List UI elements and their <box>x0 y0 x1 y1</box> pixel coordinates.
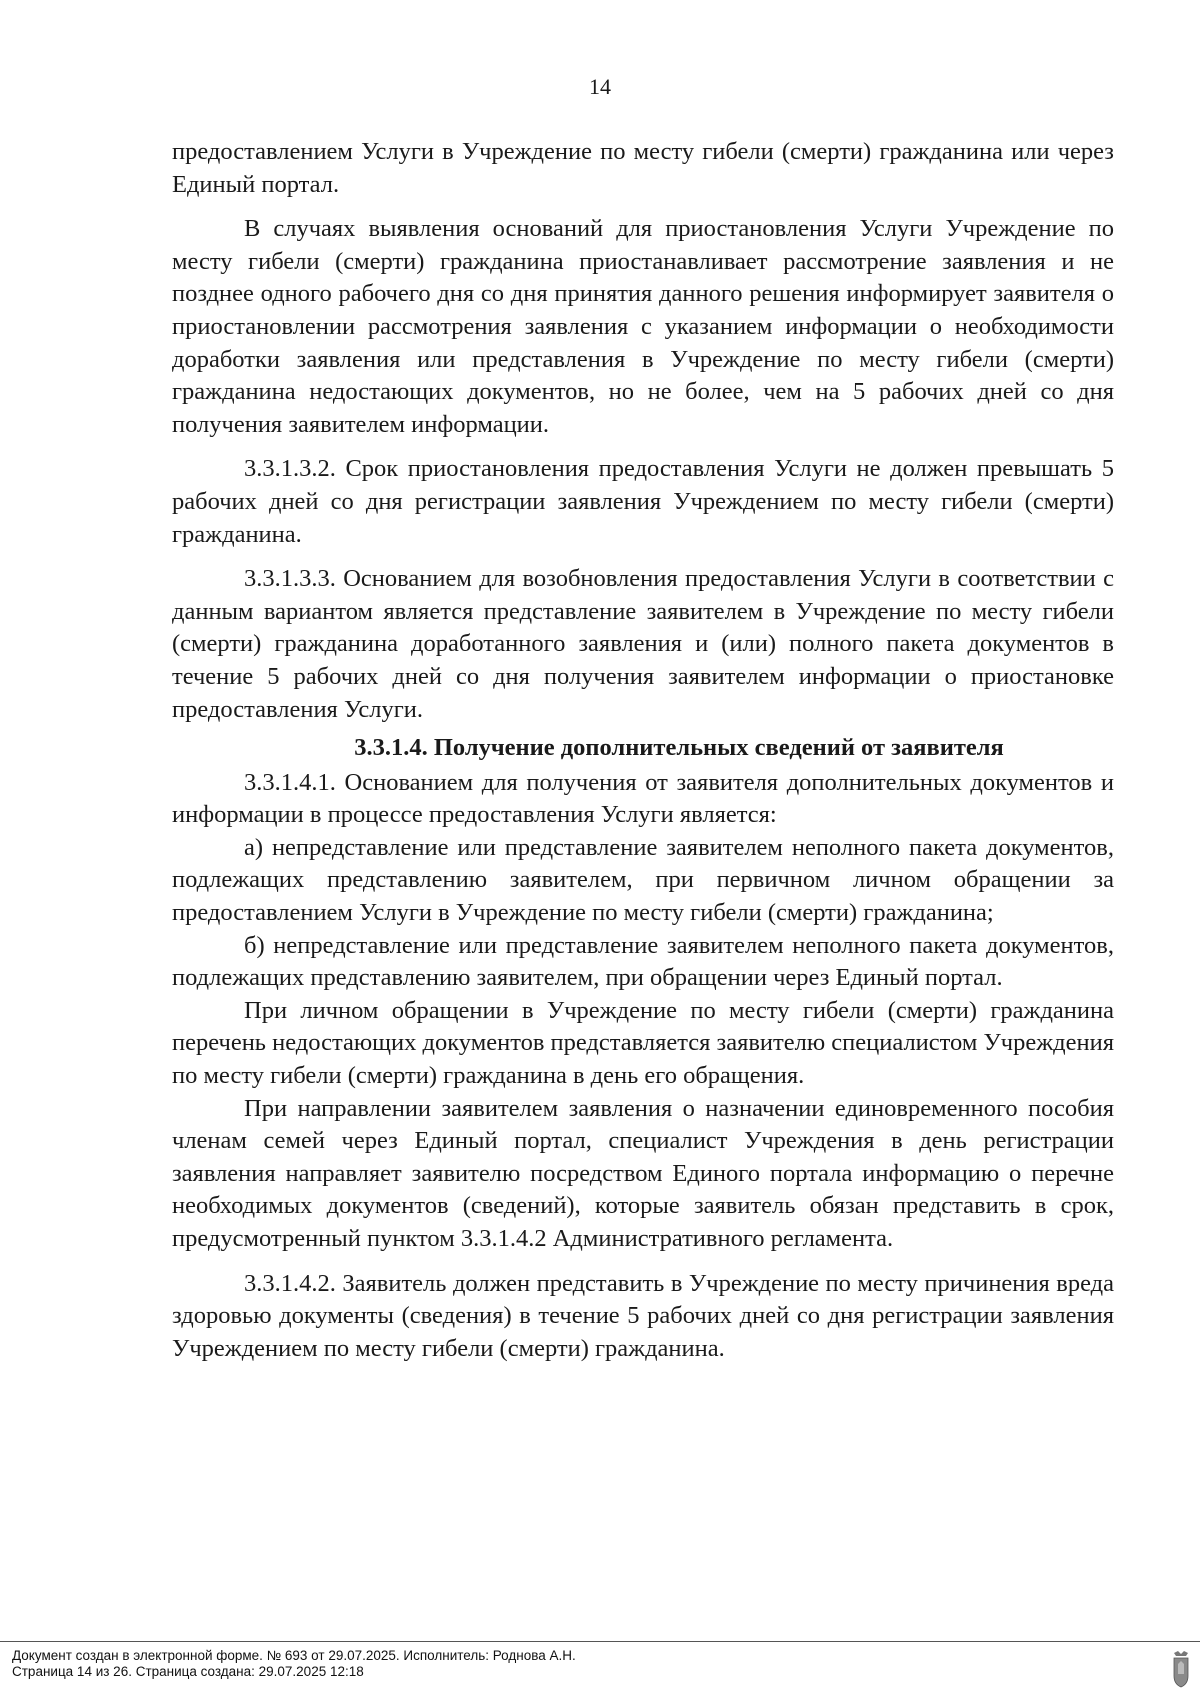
footer-line: Документ создан в электронной форме. № 693 от 29.07.2025. Исполнитель: Роднова А.Н. <box>12 1648 576 1663</box>
paragraph: В случаях выявления оснований для приостановления Услуги Учреждение по месту гибели (смерти) гражданина приостанавливает рассмотрение заявления и не позднее одного рабочего дня со дня принятия данного решения информирует заявителя о приостановлении рассмотрения заявления с указанием информации о необходимости доработки заявления или представления в Учреждение по месту гибели (смерти) гражданина недостающих документов, но не более, чем на 5 рабочих дней со дня получения заявителем информации. <box>172 215 1114 438</box>
paragraph: предоставлением Услуги в Учреждение по месту гибели (смерти) гражданина или через Единый портал. <box>172 138 1114 198</box>
paragraph: 3.3.1.4.2. Заявитель должен представить в Учреждение по месту причинения вреда здоровью документы (сведения) в течение 5 рабочих дней со дня регистрации заявления Учреждением по месту гибели (смерти) гражданина. <box>172 1269 1114 1362</box>
paragraph: 3.3.1.3.2. Срок приостановления предоставления Услуги не должен превышать 5 рабочих дней со дня регистрации заявления Учреждением по месту гибели (смерти) гражданина. <box>172 455 1114 548</box>
page-number: 14 <box>589 74 611 99</box>
document-footer <box>12 1648 576 1680</box>
section-heading: 3.3.1.4. Получение дополнительных сведений от заявителя <box>354 734 1004 762</box>
document-body <box>172 136 1114 1365</box>
list-item: б) непредставление или представление заявителем неполного пакета документов, подлежащих представлению заявителем, при обращении через Единый портал. <box>172 931 1114 992</box>
coat-of-arms-icon <box>1172 1650 1190 1688</box>
footer-line: Страница 14 из 26. Страница создана: 29.07.2025 12:18 <box>12 1664 364 1679</box>
footer-divider <box>0 1641 1200 1642</box>
paragraph: 3.3.1.4.1. Основанием для получения от заявителя дополнительных документов и информации в процессе предоставления Услуги является: <box>172 768 1114 829</box>
paragraph: При личном обращении в Учреждение по месту гибели (смерти) гражданина перечень недостающих документов представляется заявителю специалистом Учреждения по месту гибели (смерти) гражданина в день его обращения. <box>172 996 1115 1090</box>
paragraph: При направлении заявителем заявления о назначении единовременного пособия членам семей через Единый портал, специалист Учреждения в день регистрации заявления направляет заявителю посредством Единого портала информацию о перечне необходимых документов (сведений), которые заявитель обязан представить в срок, предусмотренный пунктом 3.3.1.4.2 Административного регламента. <box>172 1094 1114 1252</box>
paragraph: 3.3.1.3.3. Основанием для возобновления предоставления Услуги в соответствии с данным вариантом является представление заявителем в Учреждение по месту гибели (смерти) гражданина доработанного заявления и (или) полного пакета документов в течение 5 рабочих дней со дня получения заявителем информации о приостановке предоставления Услуги. <box>172 565 1114 723</box>
list-item: а) непредставление или представление заявителем неполного пакета документов, подлежащих представлению заявителем, при первичном личном обращении за предоставлением Услуги в Учреждение по месту гибели (смерти) гражданина; <box>172 833 1114 927</box>
